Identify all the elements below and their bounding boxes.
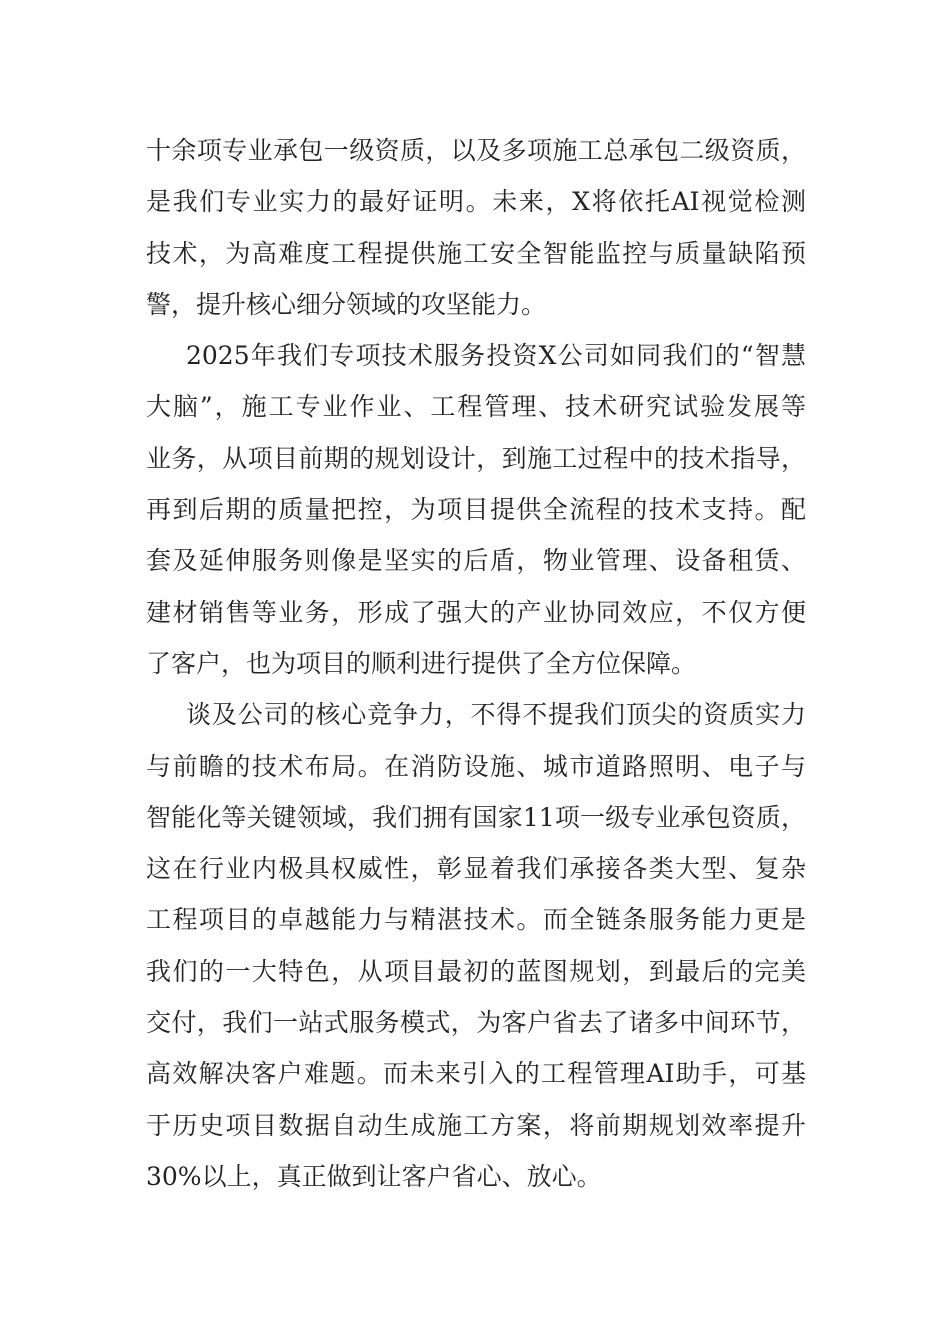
text-line: 谈及公司的核心竞争力，不得不提我们顶尖的资质实力 [186, 700, 806, 730]
text-line: 大脑”，施工专业作业、工程管理、技术研究试验发展等 [146, 392, 806, 422]
text-line: 工程项目的卓越能力与精湛技术。而全链条服务能力更是 [146, 905, 806, 935]
text-line: 智能化等关键领域，我们拥有国家11项一级专业承包资质， [146, 802, 806, 832]
text-line: 建材销售等业务，形成了强大的产业协同效应，不仅方便 [146, 597, 806, 627]
text-line: 这在行业内极具权威性，彰显着我们承接各类大型、复杂 [146, 854, 806, 884]
text-line: 了客户，也为项目的顺利进行提供了全方位保障。 [146, 648, 697, 678]
text-line: 交付，我们一站式服务模式，为客户省去了诸多中间环节， [146, 1008, 806, 1038]
text-line: 高效解决客户难题。而未来引入的工程管理AI助手，可基 [146, 1059, 806, 1089]
text-line: 于历史项目数据自动生成施工方案，将前期规划效率提升 [146, 1110, 806, 1140]
paragraph-qualifications [146, 125, 806, 330]
text-line: 十余项专业承包一级资质，以及多项施工总承包二级资质， [146, 136, 806, 165]
text-line: 警，提升核心细分领域的攻坚能力。 [146, 289, 547, 319]
text-line: 套及延伸服务则像是坚实的后盾，物业管理、设备租赁、 [146, 546, 806, 576]
text-line: 30%以上，真正做到让客户省心、放心。 [146, 1161, 602, 1191]
text-line: 2025年我们专项技术服务投资X公司如同我们的“智慧 [186, 341, 806, 371]
text-line: 技术，为高难度工程提供施工安全智能监控与质量缺陷预 [146, 238, 806, 268]
paragraph-core-competitiveness [146, 689, 806, 1202]
text-line: 业务，从项目前期的规划设计，到施工过程中的技术指导， [146, 443, 806, 473]
text-line: 我们的一大特色，从项目最初的蓝图规划，到最后的完美 [146, 956, 806, 986]
text-line: 与前瞻的技术布局。在消防设施、城市道路照明、电子与 [146, 751, 806, 781]
document-body [146, 125, 806, 1202]
text-line: 是我们专业实力的最好证明。未来，X将依托AI视觉检测 [146, 187, 806, 217]
text-line: 再到后期的质量把控，为项目提供全流程的技术支持。配 [146, 495, 806, 525]
paragraph-technical-services [146, 330, 806, 689]
